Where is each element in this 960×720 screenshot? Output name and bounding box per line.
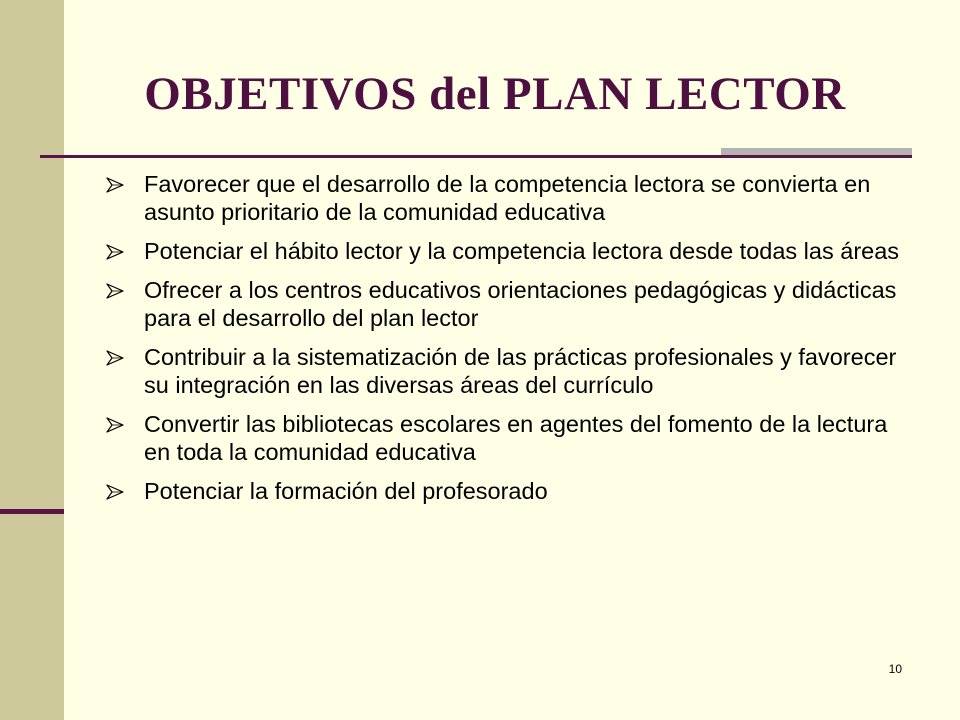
- page-number: 10: [888, 662, 902, 676]
- bullet-item: [106, 410, 906, 466]
- bullet-text: Contribuir a la sistematización de las prácticas profesionales y favorecer su integración en las diversas áreas del currículo: [144, 344, 897, 398]
- arrowhead-bullet-icon: [106, 244, 124, 260]
- title-underline: [40, 155, 912, 158]
- side-band: [0, 0, 64, 720]
- bullet-text: Ofrecer a los centros educativos orientaciones pedagógicas y didácticas para el desarrollo del plan lector: [144, 277, 897, 331]
- arrowhead-bullet-icon: [106, 350, 124, 366]
- bullet-item: [106, 276, 906, 332]
- arrowhead-bullet-icon: [106, 283, 124, 299]
- bullet-item: [106, 170, 906, 226]
- slide-title: OBJETIVOS del PLAN LECTOR: [144, 68, 846, 120]
- bullet-text: Convertir las bibliotecas escolares en agentes del fomento de la lectura en toda la comunidad educativa: [144, 411, 888, 465]
- bullet-text: Potenciar el hábito lector y la competencia lectora desde todas las áreas: [144, 238, 900, 264]
- bullet-text: Potenciar la formación del profesorado: [144, 478, 548, 504]
- arrowhead-bullet-icon: [106, 177, 124, 193]
- arrowhead-bullet-icon: [106, 417, 124, 433]
- bullet-item: [106, 237, 906, 265]
- bullet-item: [106, 343, 906, 399]
- bullet-item: [106, 477, 906, 505]
- side-accent-bar: [0, 509, 64, 514]
- bullet-text: Favorecer que el desarrollo de la competencia lectora se convierta en asunto prioritario de la comunidad educativa: [144, 171, 871, 225]
- bullet-list: [106, 170, 906, 516]
- arrowhead-bullet-icon: [106, 484, 124, 500]
